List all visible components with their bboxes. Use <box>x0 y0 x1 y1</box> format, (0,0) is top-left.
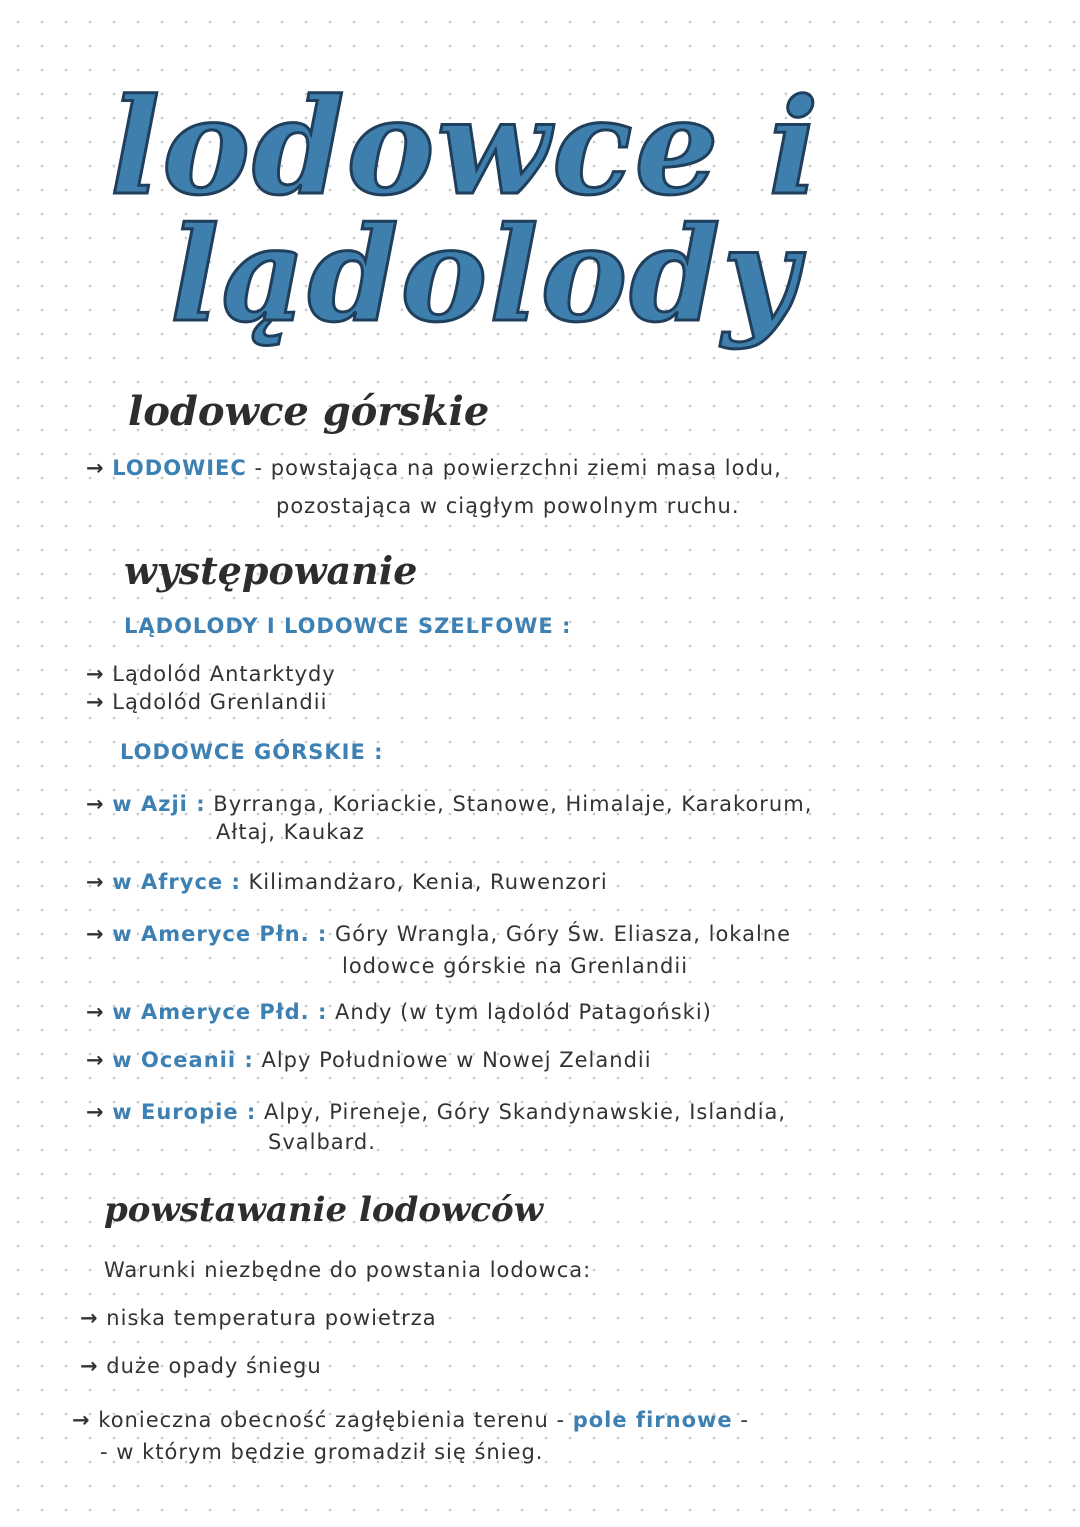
region-label: w Europie : <box>112 1100 257 1124</box>
definition-line <box>86 456 782 480</box>
region-text: Byrranga, Koriackie, Stanowe, Himalaje, Karakorum, <box>213 792 813 816</box>
pole-firnowe-term: pole firnowe <box>572 1408 733 1432</box>
arrow-icon: → <box>80 1354 99 1378</box>
arrow-icon: → <box>80 1306 99 1330</box>
arrow-icon: → <box>86 1048 105 1072</box>
section-heading-powstawanie: powstawanie lodowców <box>104 1190 543 1230</box>
region-line-afryka <box>86 870 608 894</box>
list-item-text: duże opady śniegu <box>106 1354 322 1378</box>
list-item <box>86 690 327 714</box>
section-heading-wystepowanie: występowanie <box>124 548 418 593</box>
page-title-line-1: lodowce i <box>110 70 821 225</box>
region-line-europa <box>86 1100 786 1124</box>
list-item-text: Lądolód Antarktydy <box>112 662 336 686</box>
region-line-ameryka-pln <box>86 922 791 946</box>
list-item <box>80 1354 322 1378</box>
arrow-icon: → <box>86 662 105 686</box>
arrow-icon: → <box>86 922 105 946</box>
region-text: Alpy Południowe w Nowej Zelandii <box>261 1048 652 1072</box>
definition-term: LODOWIEC <box>112 456 247 480</box>
list-item-text: konieczna obecność zagłębienia terenu <box>98 1408 549 1432</box>
region-label: w Ameryce Płn. : <box>112 922 328 946</box>
region-continuation: Ałtaj, Kaukaz <box>216 820 365 844</box>
region-line-ameryka-pld <box>86 1000 712 1024</box>
arrow-icon: → <box>72 1408 91 1432</box>
arrow-icon: → <box>86 690 105 714</box>
region-label: w Azji : <box>112 792 206 816</box>
subheading-ladolody: LĄDOLODY I LODOWCE SZELFOWE : <box>124 614 572 638</box>
arrow-icon: → <box>86 456 105 480</box>
region-label: w Afryce : <box>112 870 241 894</box>
list-item-text: Lądolód Grenlandii <box>112 690 328 714</box>
conditions-intro: Warunki niezbędne do powstania lodowca: <box>104 1258 592 1282</box>
definition-text: - powstająca na powierzchni ziemi masa lodu, <box>254 456 782 480</box>
region-continuation: Svalbard. <box>268 1130 376 1154</box>
region-line-oceania <box>86 1048 652 1072</box>
list-item-text: niska temperatura powietrza <box>106 1306 437 1330</box>
subheading-lodowce-gorskie: LODOWCE GÓRSKIE : <box>120 740 384 764</box>
list-item-continuation: - w którym będzie gromadził się śnieg. <box>100 1440 544 1464</box>
region-label: w Oceanii : <box>112 1048 254 1072</box>
list-item <box>80 1306 437 1330</box>
region-label: w Ameryce Płd. : <box>112 1000 328 1024</box>
list-item <box>86 662 336 686</box>
region-text: Andy (w tym lądolód Patagoński) <box>335 1000 712 1024</box>
arrow-icon: → <box>86 1100 105 1124</box>
arrow-icon: → <box>86 792 105 816</box>
arrow-icon: → <box>86 1000 105 1024</box>
definition-continuation: pozostająca w ciągłym powolnym ruchu. <box>276 494 740 518</box>
arrow-icon: → <box>86 870 105 894</box>
region-line-azja <box>86 792 812 816</box>
region-text: Alpy, Pireneje, Góry Skandynawskie, Islandia, <box>263 1100 787 1124</box>
region-text: Kilimandżaro, Kenia, Ruwenzori <box>248 870 608 894</box>
section-heading-lodowce-gorskie: lodowce górskie <box>128 388 490 435</box>
page-title-line-2: lądolody <box>170 198 800 351</box>
region-continuation: lodowce górskie na Grenlandii <box>342 954 689 978</box>
region-text: Góry Wrangla, Góry Św. Eliasza, lokalne <box>334 922 792 946</box>
list-item: → konieczna obecność zagłębienia terenu - pole firnowe - <box>72 1408 749 1432</box>
